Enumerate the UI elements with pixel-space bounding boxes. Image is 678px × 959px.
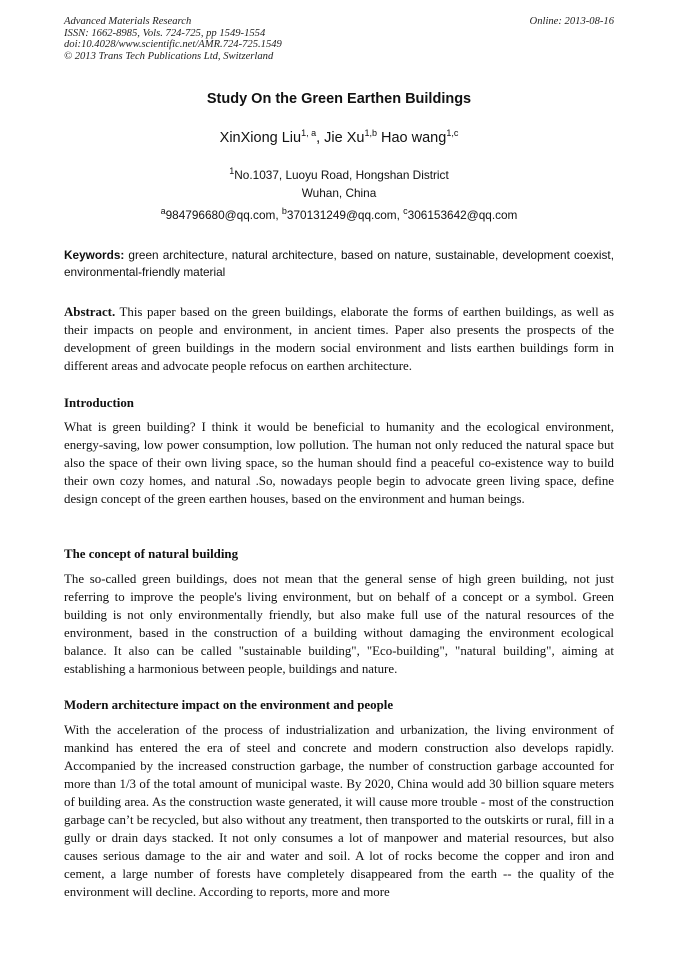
doi-line: doi:10.4028/www.scientific.net/AMR.724-725.1549 xyxy=(64,39,282,51)
email-line xyxy=(0,208,678,222)
author-name: Hao wang xyxy=(381,130,447,146)
author-superscript: 1,c xyxy=(446,128,459,139)
issn-line: ISSN: 1662-8985, Vols. 724-725, pp 1549-1554 xyxy=(64,27,266,39)
abstract-text: This paper based on the green buildings, elaborate the forms of earthen buildings, as well as their impacts on people and environment, in ancient times. Paper also presents the prospects of the development of green buildings in the modern social environment and lists earthen buildings form in different areas and advocate people refocus on earthen architecture. xyxy=(64,305,614,373)
author-line xyxy=(0,130,678,146)
online-date: Online: 2013-08-16 xyxy=(529,16,614,27)
journal-header xyxy=(64,16,282,62)
email-link: 984796680@qq.com, xyxy=(165,208,282,222)
author-name: Jie Xu xyxy=(324,130,365,146)
email-superscript: c xyxy=(403,206,408,217)
author-separator: , xyxy=(316,130,325,146)
email-link: 370131249@qq.com, xyxy=(286,208,404,222)
affiliation-superscript: 1 xyxy=(229,166,235,177)
author-name: XinXiong Liu xyxy=(219,130,302,146)
copyright-line: © 2013 Trans Tech Publications Ltd, Switzerland xyxy=(64,50,274,62)
journal-name: Advanced Materials Research xyxy=(64,16,192,27)
section-body: What is green building? I think it would be beneficial to humanity and the ecological environment, energy-saving, low power consumption, low pollution. The human not only reduced the natural space but also the space of their own living space, so the human should find a peaceful co-existence way to build their own cozy homes, and natural .So, nowadays people begin to advocate green living space, define design concept of the green earthen houses, based on the environment and human beings. xyxy=(64,420,614,506)
affiliation-line-1 xyxy=(0,166,678,184)
abstract xyxy=(64,303,614,375)
section-body: The so-called green buildings, does not mean that the general sense of high green building, not just referring to improve the people's living environment, but on behalf of a concept or a symbol. Green building is not only environmentally friendly, but also make full use of the natural resources of the environment, based in the construction of a building without damaging the environment ecological balance. It also can be called "sustainable building", "Eco-building", "natural building", aiming at establishing a harmonious between people, buildings and nature. xyxy=(64,572,614,676)
section-heading: The concept of natural building xyxy=(64,547,239,561)
author-superscript: 1,b xyxy=(364,128,377,139)
email-superscript: b xyxy=(281,206,287,217)
keywords-label: Keywords: xyxy=(64,248,125,262)
keywords xyxy=(64,247,614,281)
keywords-text: green architecture, natural architecture, based on nature, sustainable, development coexist, environmental-friendly material xyxy=(64,248,614,279)
section-body: With the acceleration of the process of industrialization and urbanization, the living environment of mankind has entered the era of steel and concrete and modern construction also develops rapidly. Accompanied by the increased construction garbage, the number of construction garbage accounted for more than 1/3 of the total amount of municipal waste. By 2020, China would add 30 billion square meters of building area. As the construction waste generated, it will cause more trouble - most of the construction garbage can’t be recycled, but also without any treatment, then transported to the outskirts or rural, fill in a gully or drain days stacked. It not only consumes a lot of manpower and material resources, but also causes serious damage to the air and water and soil. A lot of rocks become the copper and iron and cement, a large number of forests have completely disappeared from the earth -- the quality of the environment will decline. According to reports, more and more xyxy=(64,723,614,899)
section-heading: Introduction xyxy=(64,396,134,410)
abstract-label: Abstract. xyxy=(64,305,116,319)
affiliation-line-2: Wuhan, China xyxy=(301,186,377,200)
section-heading: Modern architecture impact on the environment and people xyxy=(64,698,394,712)
paper-title: Study On the Green Earthen Buildings xyxy=(206,91,472,107)
affiliation-address: No.1037, Luoyu Road, Hongshan District xyxy=(234,168,449,182)
author-superscript: 1, a xyxy=(301,128,317,139)
email-link: 306153642@qq.com xyxy=(407,208,518,222)
affiliation xyxy=(0,166,678,202)
email-superscript: a xyxy=(160,206,166,217)
